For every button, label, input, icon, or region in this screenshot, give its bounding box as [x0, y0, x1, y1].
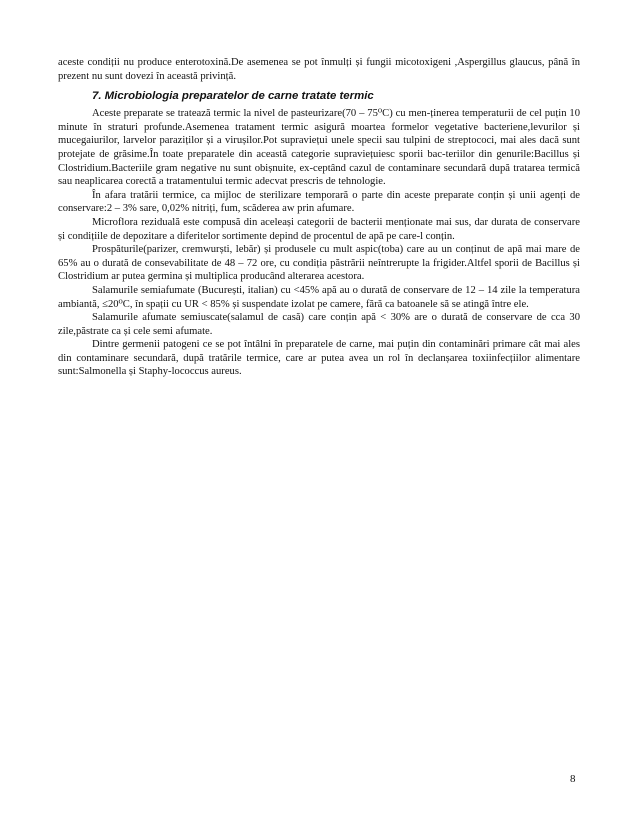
- paragraph-fresh-products: Prospăturile(parizer, cremwurști, lebăr) și produsele cu mult aspic(toba) care au un conținut de apă mai mare de 65% au o durată de consevabilitate de 48 – 72 ore, cu condiția păstrării neîntrerupte la frigider.Altfel sporii de Bacillus și Clostridium ar putea germina și multiplica producând alterarea acestora.: [58, 244, 580, 283]
- paragraph-pathogens: Dintre germenii patogeni ce se pot întâlni în preparatele de carne, mai puțin din contaminări primare cât mai ales din contaminare secundară, după tratările termice, care ar putea avea un rol în declanșarea toxiinfecțiilor alimentare sunt:Salmonella și Staphy-lococcus aureus.: [58, 339, 580, 378]
- paragraph-semi-smoked-salami: Salamurile semiafumate (București, italian) cu <45% apă au o durată de conservare de 12 – 14 zile la temperatura ambiantă, ≤20⁰C, în spații cu UR < 85% și suspendate izolat pe camere, fără ca batoanele să se atingă între ele.: [58, 284, 580, 310]
- paragraph-residual-microflora: Microflora reziduală este compusă din aceleași categorii de bacterii menționate mai sus, dar durata de conservare și condițiile de depozitare a diferitelor sortimente depind de procentul de apă pe care-l conțin.: [58, 216, 580, 242]
- paragraph-smoked-salami: Salamurile afumate semiuscate(salamul de casă) care conțin apă < 30% are o durată de conservare de cca 30 zile,păstrate ca și cele semi afumate.: [58, 312, 580, 337]
- lead-paragraph: aceste condiții nu produce enterotoxină.De asemenea se pot înmulți și fungii micotoxigeni ,Aspergillus glaucus, până în prezent nu sunt dovezi în această privință.: [58, 57, 580, 82]
- paragraph-preservation-agents: În afara tratării termice, ca mijloc de sterilizare temporară o parte din aceste preparate conțin și unii agenți de conservare:2 – 3% sare, 0,02% nitriți, fum, scăderea aw prin afumare.: [58, 189, 580, 215]
- page-number: 8: [570, 773, 576, 785]
- section-title: 7. Microbiologia preparatelor de carne tratate termic: [92, 90, 374, 103]
- paragraph-heat-treatment: Aceste preparate se tratează termic la nivel de pasteurizare(70 – 75⁰C) cu men-ținerea temperaturii de cel puțin 10 minute în straturi profunde.Asemenea tratament termic asigură moartea formelor vegetative bacteriene,levurilor și mucegaiurilor, larvelor paraziților și a virușilor.Pot supraviețui unele specii sau tulpini de streptococi, mai ales dacă sunt protejate de grăsime.În toate preparatele din această categorie supraviețuiesc sporii bac-teriilor din genurile:Bacillus și Clostridium.Bacteriile gram negative nu sunt obișnuite, ex-ceptând cazul de contaminare secundară după tratarea termică sau neaplicarea corectă a tratamentului termic adecvat prescris de tehnologie.: [58, 108, 580, 188]
